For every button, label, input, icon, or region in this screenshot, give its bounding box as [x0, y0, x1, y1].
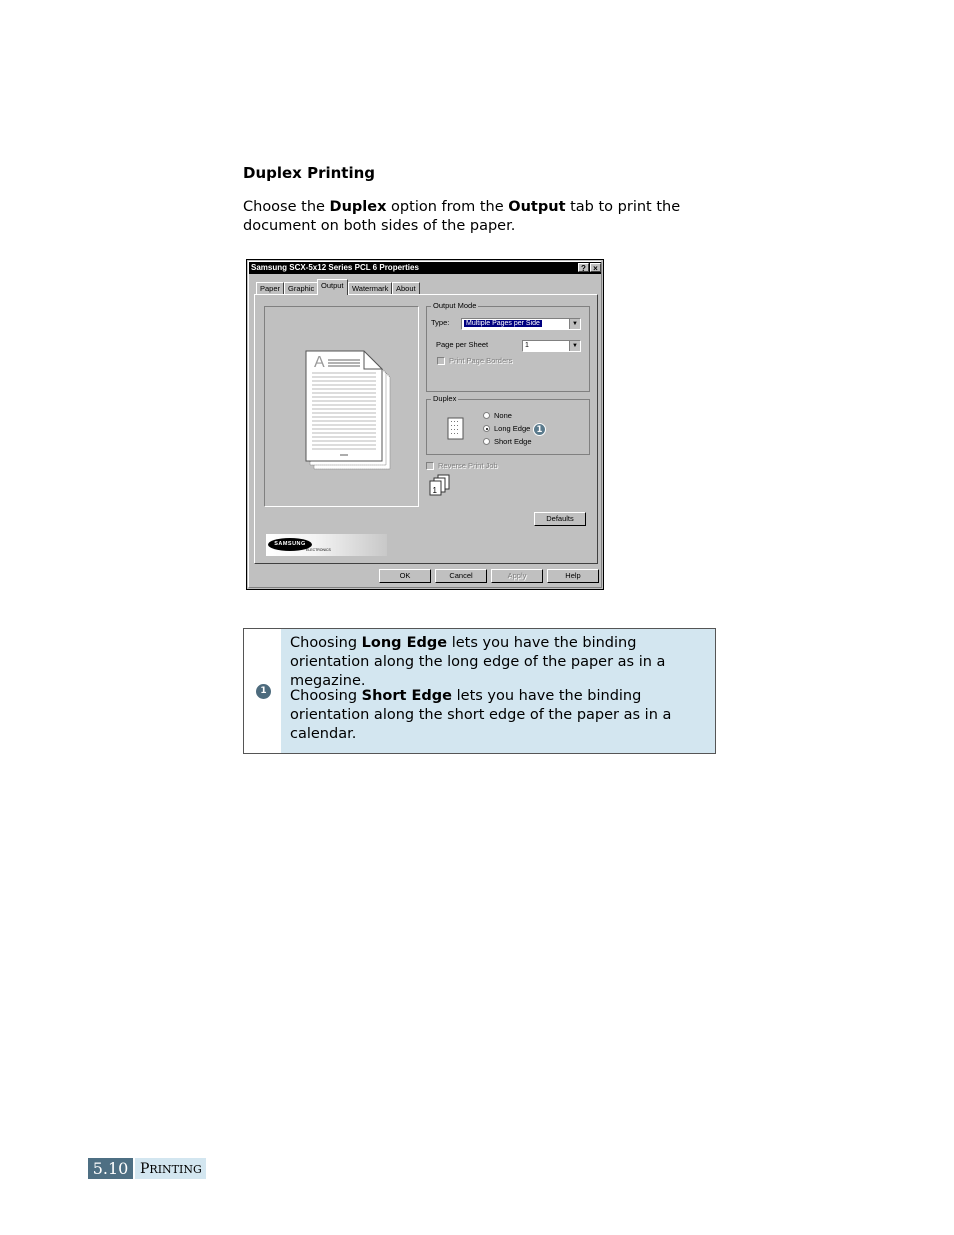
note-long-edge-paragraph — [290, 634, 708, 691]
chevron-down-icon[interactable]: ▼ — [569, 341, 580, 351]
note-gutter — [244, 629, 281, 753]
reverse-print-label: Reverse Print Job — [438, 461, 498, 470]
ok-button[interactable]: OK — [379, 569, 431, 583]
logo-subtext: ELECTRONICS — [306, 548, 331, 552]
intro-bold-output: Output — [508, 199, 566, 215]
page-preview-icon — [265, 307, 418, 506]
print-borders-label: Print Page Borders — [449, 356, 513, 365]
cancel-button[interactable]: Cancel — [435, 569, 487, 583]
duplex-long-edge-label: Long Edge — [494, 424, 531, 433]
dialog-titlebar — [249, 262, 601, 274]
reverse-print-checkbox[interactable] — [426, 462, 434, 470]
tab-about[interactable]: About — [392, 282, 420, 294]
duplex-label: Duplex — [433, 394, 457, 403]
svg-text:1: 1 — [432, 486, 437, 495]
intro-bold-duplex: Duplex — [329, 199, 387, 215]
tab-output[interactable]: Output — [317, 279, 348, 295]
properties-dialog — [246, 259, 604, 590]
help-title-button[interactable]: ? — [578, 263, 589, 272]
preview-letter: A — [314, 354, 325, 371]
dialog-title: Samsung SCX-5x12 Series PCL 6 Properties — [251, 263, 419, 272]
note-text: Choosing — [290, 688, 362, 704]
duplex-none-radio[interactable] — [483, 412, 490, 419]
intro-text-2: option from the — [386, 199, 509, 215]
output-mode-label: Output Mode — [433, 301, 477, 310]
pages-per-sheet-dropdown[interactable] — [522, 340, 581, 352]
intro-text-3: tab to print the document on both sides of the paper. — [243, 199, 681, 234]
duplex-none-label: None — [494, 411, 512, 420]
chapter-rest: RINTING — [149, 1163, 202, 1176]
chapter-name — [135, 1158, 206, 1179]
reverse-order-icon — [429, 474, 455, 496]
type-label: Type: — [431, 318, 450, 327]
note-number-badge: 1 — [256, 684, 271, 699]
chapter-initial: P — [140, 1161, 150, 1177]
type-dropdown[interactable] — [461, 318, 581, 330]
chevron-down-icon[interactable]: ▼ — [569, 319, 580, 329]
print-borders-checkbox[interactable] — [437, 357, 445, 365]
logo-wordmark: SAMSUNG — [268, 538, 312, 551]
type-dropdown-value: Multiple Pages per Side — [466, 320, 540, 327]
close-title-button[interactable]: × — [590, 263, 601, 272]
tab-watermark[interactable]: Watermark — [348, 282, 392, 294]
note-bold-long-edge: Long Edge — [361, 635, 448, 651]
pages-per-sheet-value: 1 — [525, 342, 529, 349]
page-preview — [264, 306, 419, 507]
intro-text-1: Choose the — [243, 199, 330, 215]
section-heading: Duplex Printing — [243, 164, 376, 182]
note-text: lets you have the binding orientation along the long edge of the paper as in a megazine. — [290, 635, 666, 689]
help-button[interactable]: Help — [547, 569, 599, 583]
duplex-short-edge-radio[interactable] — [483, 438, 490, 445]
page-number: 5.10 — [88, 1158, 133, 1179]
duplex-short-edge-label: Short Edge — [494, 437, 532, 446]
tab-graphic[interactable]: Graphic — [284, 282, 318, 294]
note-box — [243, 628, 716, 754]
defaults-button[interactable]: Defaults — [534, 512, 586, 526]
intro-paragraph — [243, 198, 713, 236]
note-short-edge-paragraph — [290, 687, 708, 744]
apply-button[interactable]: Apply — [491, 569, 543, 583]
duplex-long-edge-radio[interactable] — [483, 425, 490, 432]
duplex-page-icon — [447, 417, 467, 441]
note-text: Choosing — [290, 635, 362, 651]
callout-badge: 1 — [533, 423, 546, 436]
note-bold-short-edge: Short Edge — [361, 688, 453, 704]
note-text: lets you have the binding orientation along the short edge of the paper as in a calendar. — [290, 688, 672, 742]
pages-per-sheet-label: Page per Sheet — [436, 340, 489, 349]
samsung-logo — [266, 534, 387, 556]
tab-paper[interactable]: Paper — [256, 282, 284, 294]
